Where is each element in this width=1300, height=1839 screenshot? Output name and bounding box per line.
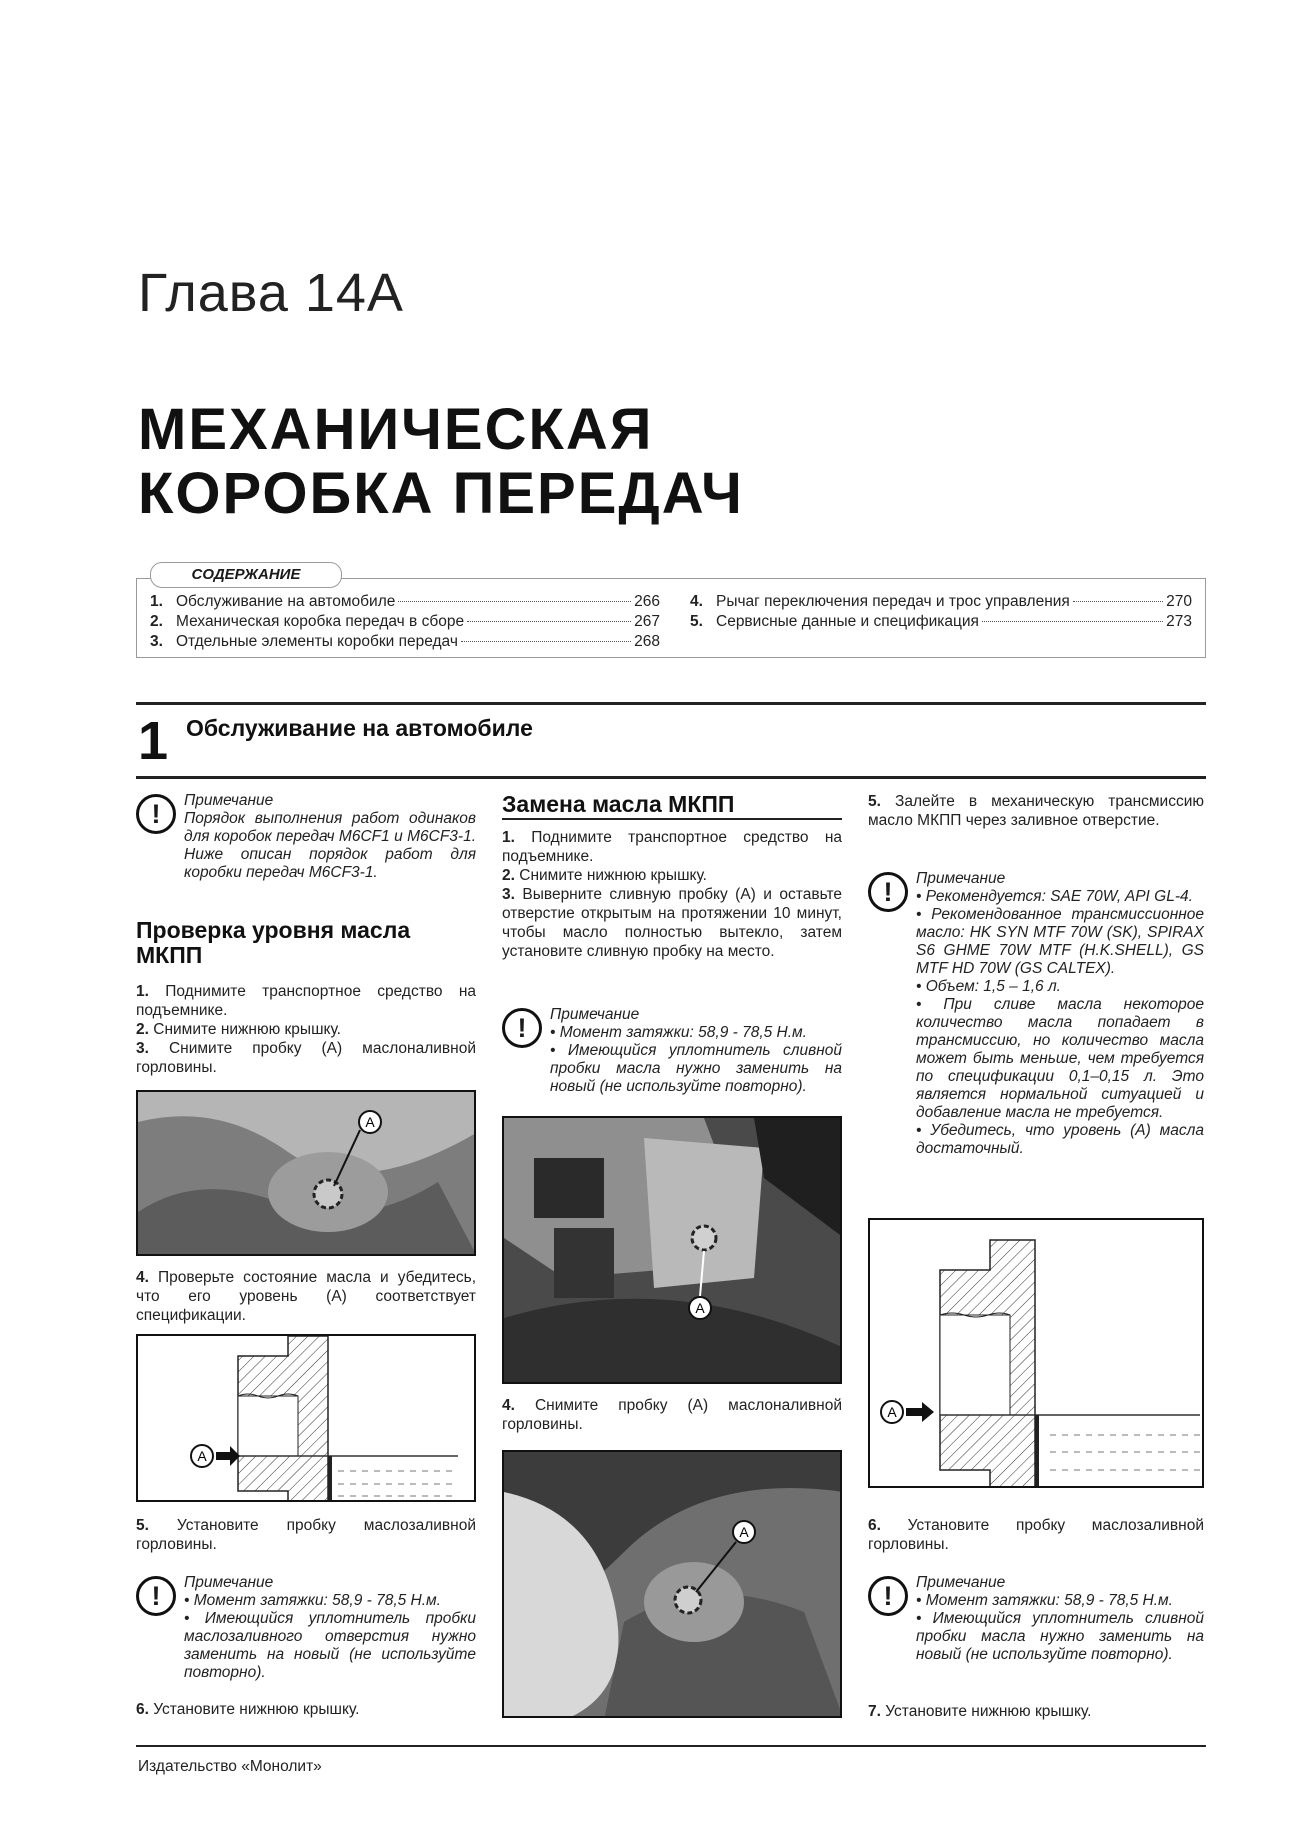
note-line: • Момент затяжки: 58,9 - 78,5 Н.м. bbox=[916, 1592, 1173, 1609]
chapter-label: Глава 14A bbox=[138, 263, 404, 323]
photo-illustration bbox=[138, 1092, 476, 1256]
photo-illustration bbox=[504, 1118, 842, 1384]
toc-page: 266 bbox=[634, 593, 660, 610]
note-line: • Рекомендуется: SAE 70W, API GL-4. bbox=[916, 888, 1193, 905]
toc-page: 270 bbox=[1166, 593, 1192, 610]
note-box bbox=[868, 1574, 1204, 1664]
heading-oil-change: Замена масла МКПП bbox=[502, 791, 735, 817]
toc-item[interactable] bbox=[690, 612, 1192, 632]
footer-rule bbox=[136, 1745, 1206, 1747]
callout-label: A bbox=[695, 1300, 705, 1316]
callout-label: A bbox=[739, 1524, 749, 1540]
toc-text: Сервисные данные и спецификация bbox=[716, 613, 979, 630]
note-line: • Имеющийся уплотнитель пробки маслозаливного отверстия нужно заменить на новый (не используйте повторно). bbox=[184, 1610, 476, 1681]
warning-icon: ! bbox=[868, 872, 908, 912]
note-label: Примечание bbox=[550, 1006, 640, 1023]
note-line: • Имеющийся уплотнитель сливной пробки масла нужно заменить на новый (не используйте повторно). bbox=[550, 1042, 842, 1095]
note-line: • Объем: 1,5 – 1,6 л. bbox=[916, 978, 1061, 995]
section-number: 1 bbox=[138, 711, 169, 771]
note-box bbox=[502, 1006, 842, 1096]
step-text: Поднимите транспортное средство на подъемнике. bbox=[136, 983, 476, 1019]
oil-level-diagram bbox=[870, 1220, 1204, 1488]
contents-left bbox=[150, 592, 660, 652]
callout-label: A bbox=[365, 1114, 375, 1130]
note-line: • Убедитесь, что уровень (A) масла достаточный. bbox=[916, 1122, 1204, 1157]
step-text: Проверьте состояние масла и убедитесь, что его уровень (A) соответствует спецификации. bbox=[136, 1269, 477, 1324]
note-label: Примечание bbox=[184, 1574, 274, 1591]
step-4-check: 4. Проверьте состояние масла и убедитесь, что его уровень (A) соответствует спецификации. bbox=[136, 1269, 477, 1324]
contents-label: СОДЕРЖАНИЕ bbox=[150, 562, 342, 588]
step-text: Снимите пробку (A) маслоналивной горловины. bbox=[136, 1040, 477, 1076]
chapter-title-line2: КОРОБКА ПЕРЕДАЧ bbox=[138, 461, 744, 526]
step-text: Установите нижнюю крышку. bbox=[885, 1703, 1092, 1720]
note-box bbox=[136, 1574, 476, 1682]
step-text: Снимите нижнюю крышку. bbox=[519, 867, 707, 884]
photo-filler-plug-2 bbox=[502, 1450, 842, 1718]
toc-text: Рычаг переключения передач и трос управления bbox=[716, 593, 1070, 610]
toc-num: 4. bbox=[690, 593, 703, 610]
warning-icon: ! bbox=[502, 1008, 542, 1048]
toc-text: Механическая коробка передач в сборе bbox=[176, 613, 465, 630]
toc-num: 2. bbox=[150, 613, 163, 630]
heading-underline bbox=[502, 818, 842, 820]
note-line: • Момент затяжки: 58,9 - 78,5 Н.м. bbox=[550, 1024, 807, 1041]
toc-text: Отдельные элементы коробки передач bbox=[176, 633, 458, 650]
toc-page: 273 bbox=[1166, 613, 1192, 630]
note-line: • Момент затяжки: 58,9 - 78,5 Н.м. bbox=[184, 1592, 441, 1609]
callout-label: A bbox=[197, 1448, 207, 1464]
step-text: Снимите нижнюю крышку. bbox=[153, 1021, 341, 1038]
callout-label: A bbox=[887, 1404, 897, 1420]
photo-filler-plug bbox=[136, 1090, 476, 1256]
step-text: Выверните сливную пробку (A) и оставьте отверстие открытым на протяжении 10 минут, чтобы масло полностью вытекло, затем установите сливную пробку на место. bbox=[502, 886, 842, 960]
section-top-rule bbox=[136, 702, 1206, 705]
note-label: Примечание bbox=[916, 870, 1006, 887]
step-text: Установите нижнюю крышку. bbox=[153, 1701, 360, 1718]
note-line: • При сливе масла некоторое количество масла попадает в трансмиссию, но количество масла может быть меньше, чем требуется по спецификации 0,1–0,15 л. Это является нормальной ситуацией и добавление масла не требуется. bbox=[916, 996, 1204, 1121]
note-label: Примечание bbox=[184, 792, 274, 809]
toc-page: 268 bbox=[634, 633, 660, 650]
note-text: Порядок выполнения работ одинаков для коробок передач M6CF1 и M6CF3-1. Ниже описан порядок работ для коробки передач M6CF3-1. bbox=[184, 810, 476, 881]
diagram-oil-level bbox=[136, 1334, 476, 1502]
warning-icon: ! bbox=[136, 794, 176, 834]
step-text: Установите пробку маслозаливной горловины. bbox=[136, 1517, 477, 1553]
warning-icon: ! bbox=[136, 1576, 176, 1616]
toc-item[interactable] bbox=[150, 632, 660, 652]
chapter-title bbox=[138, 398, 744, 526]
photo-drain-plug bbox=[502, 1116, 842, 1384]
diagram-oil-level-2 bbox=[868, 1218, 1204, 1488]
toc-num: 1. bbox=[150, 593, 163, 610]
step-text: Поднимите транспортное средство на подъемнике. bbox=[502, 829, 842, 865]
contents-right bbox=[690, 592, 1192, 632]
section-bottom-rule bbox=[136, 776, 1206, 779]
warning-icon: ! bbox=[868, 1576, 908, 1616]
photo-illustration bbox=[504, 1452, 842, 1718]
steps-change: 1. Поднимите транспортное средство на подъемнике. 2. Снимите нижнюю крышку. 3. Выверните сливную пробку (A) и оставьте отверстие открытым на протяжении 10 минут, чтобы масло полностью вытекло, затем установите сливную пробку на место. bbox=[502, 829, 842, 960]
step-6-change: 6. Установите пробку маслозаливной горловины. bbox=[868, 1517, 1204, 1553]
note-line: • Имеющийся уплотнитель сливной пробки масла нужно заменить на новый (не используйте повторно). bbox=[916, 1610, 1204, 1663]
toc-item[interactable] bbox=[150, 592, 660, 612]
step-4-change: 4. Снимите пробку (A) маслоналивной горловины. bbox=[502, 1397, 843, 1433]
step-5-check: 5. Установите пробку маслозаливной горловины. bbox=[136, 1517, 477, 1553]
step-7-change: 7. Установите нижнюю крышку. bbox=[868, 1703, 1092, 1720]
section-title: Обслуживание на автомобиле bbox=[186, 715, 533, 741]
note-line: • Рекомендованное трансмиссионное масло: HK SYN MTF 70W (SK), SPIRAX S6 GHME 70W MTF (H.K.SHELL), GS MTF HD 70W (GS CALTEX). bbox=[916, 906, 1204, 977]
toc-page: 267 bbox=[634, 613, 660, 630]
step-5-change: 5. Залейте в механическую трансмиссию масло МКПП через заливное отверстие. bbox=[868, 793, 1204, 829]
note-box bbox=[136, 792, 476, 882]
toc-num: 5. bbox=[690, 613, 703, 630]
note-box bbox=[868, 870, 1204, 1158]
step-text: Установите пробку маслозаливной горловины. bbox=[868, 1517, 1204, 1553]
steps-check: 1. Поднимите транспортное средство на подъемнике. 2. Снимите нижнюю крышку. 3. Снимите пробку (A) маслоналивной горловины. bbox=[136, 983, 477, 1076]
toc-item[interactable] bbox=[150, 612, 660, 632]
step-6-check: 6. Установите нижнюю крышку. bbox=[136, 1701, 360, 1718]
toc-text: Обслуживание на автомобиле bbox=[176, 593, 396, 610]
step-text: Залейте в механическую трансмиссию масло МКПП через заливное отверстие. bbox=[868, 793, 1204, 829]
publisher: Издательство «Монолит» bbox=[138, 1758, 322, 1775]
chapter-title-line1: МЕХАНИЧЕСКАЯ bbox=[138, 397, 654, 462]
toc-num: 3. bbox=[150, 633, 163, 650]
note-label: Примечание bbox=[916, 1574, 1006, 1591]
step-text: Снимите пробку (A) маслоналивной горловины. bbox=[502, 1397, 843, 1433]
heading-oil-check: Проверка уровня масла МКПП bbox=[136, 917, 411, 968]
toc-item[interactable] bbox=[690, 592, 1192, 612]
oil-level-diagram bbox=[138, 1336, 476, 1502]
